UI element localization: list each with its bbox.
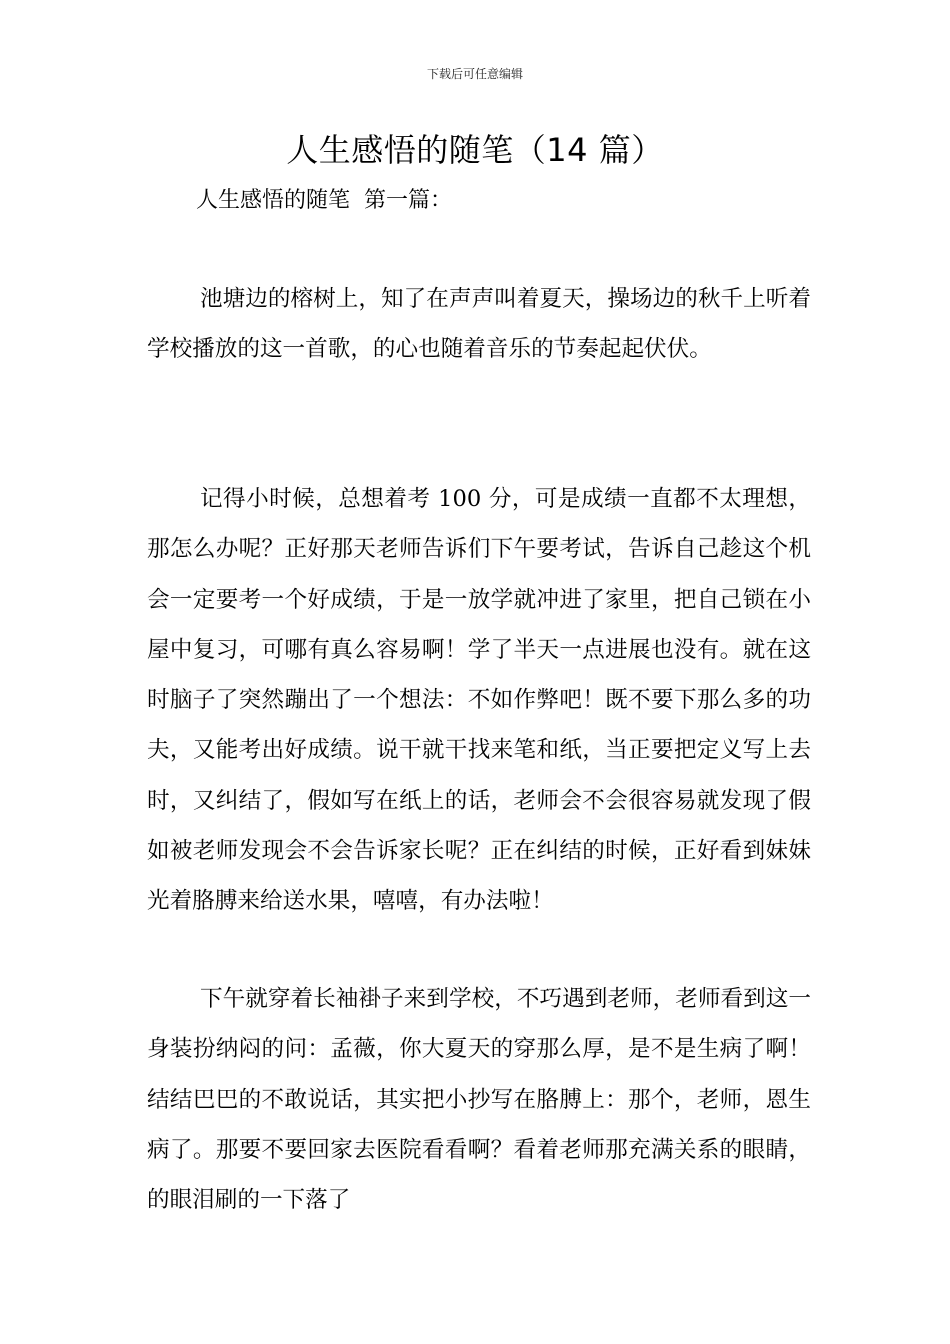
section-subtitle: 人生感悟的随笔 第一篇： bbox=[196, 188, 452, 213]
paragraph: 记得小时候，总想着考 100 分，可是成绩一直都不太理想，那怎么办呢？正好那天老师告诉们下午要考试，告诉自己趁这个机会一定要考一个好成绩，于是一放学就冲进了家里，把自己锁在小屋中复习，可哪有真么容易啊！学了半天一点进展也没有。就在这时脑子了突然蹦出了一个想法：不如作弊吧！既不要下那么多的功夫，又能考出好成绩。说干就干找来笔和纸，当正要把定义写上去时，又纠结了，假如写在纸上的话，老师会不会很容易就发现了假如被老师发现会不会告诉家长呢？正在纠结的时候，正好看到妹妹光着胳膊来给送水果，嘻嘻，有办法啦！ bbox=[147, 486, 811, 915]
header-note: 下载后可任意编辑 bbox=[426, 67, 523, 81]
paragraph: 池塘边的榕树上，知了在声声叫着夏天，操场边的秋千上听着学校播放的这一首歌，的心也随着音乐的节奏起起伏伏。 bbox=[147, 286, 811, 363]
paragraph: 下午就穿着长袖褂子来到学校，不巧遇到老师，老师看到这一身装扮纳闷的问：孟薇，你大夏天的穿那么厚，是不是生病了啊！结结巴巴的不敢说话，其实把小抄写在胳膊上：那个，老师，恩生病了。那要不要回家去医院看看啊？看着老师那充满关系的眼睛，的眼泪刷的一下落了 bbox=[147, 986, 811, 1214]
document-title: 人生感悟的随笔（14 篇） bbox=[286, 131, 664, 169]
